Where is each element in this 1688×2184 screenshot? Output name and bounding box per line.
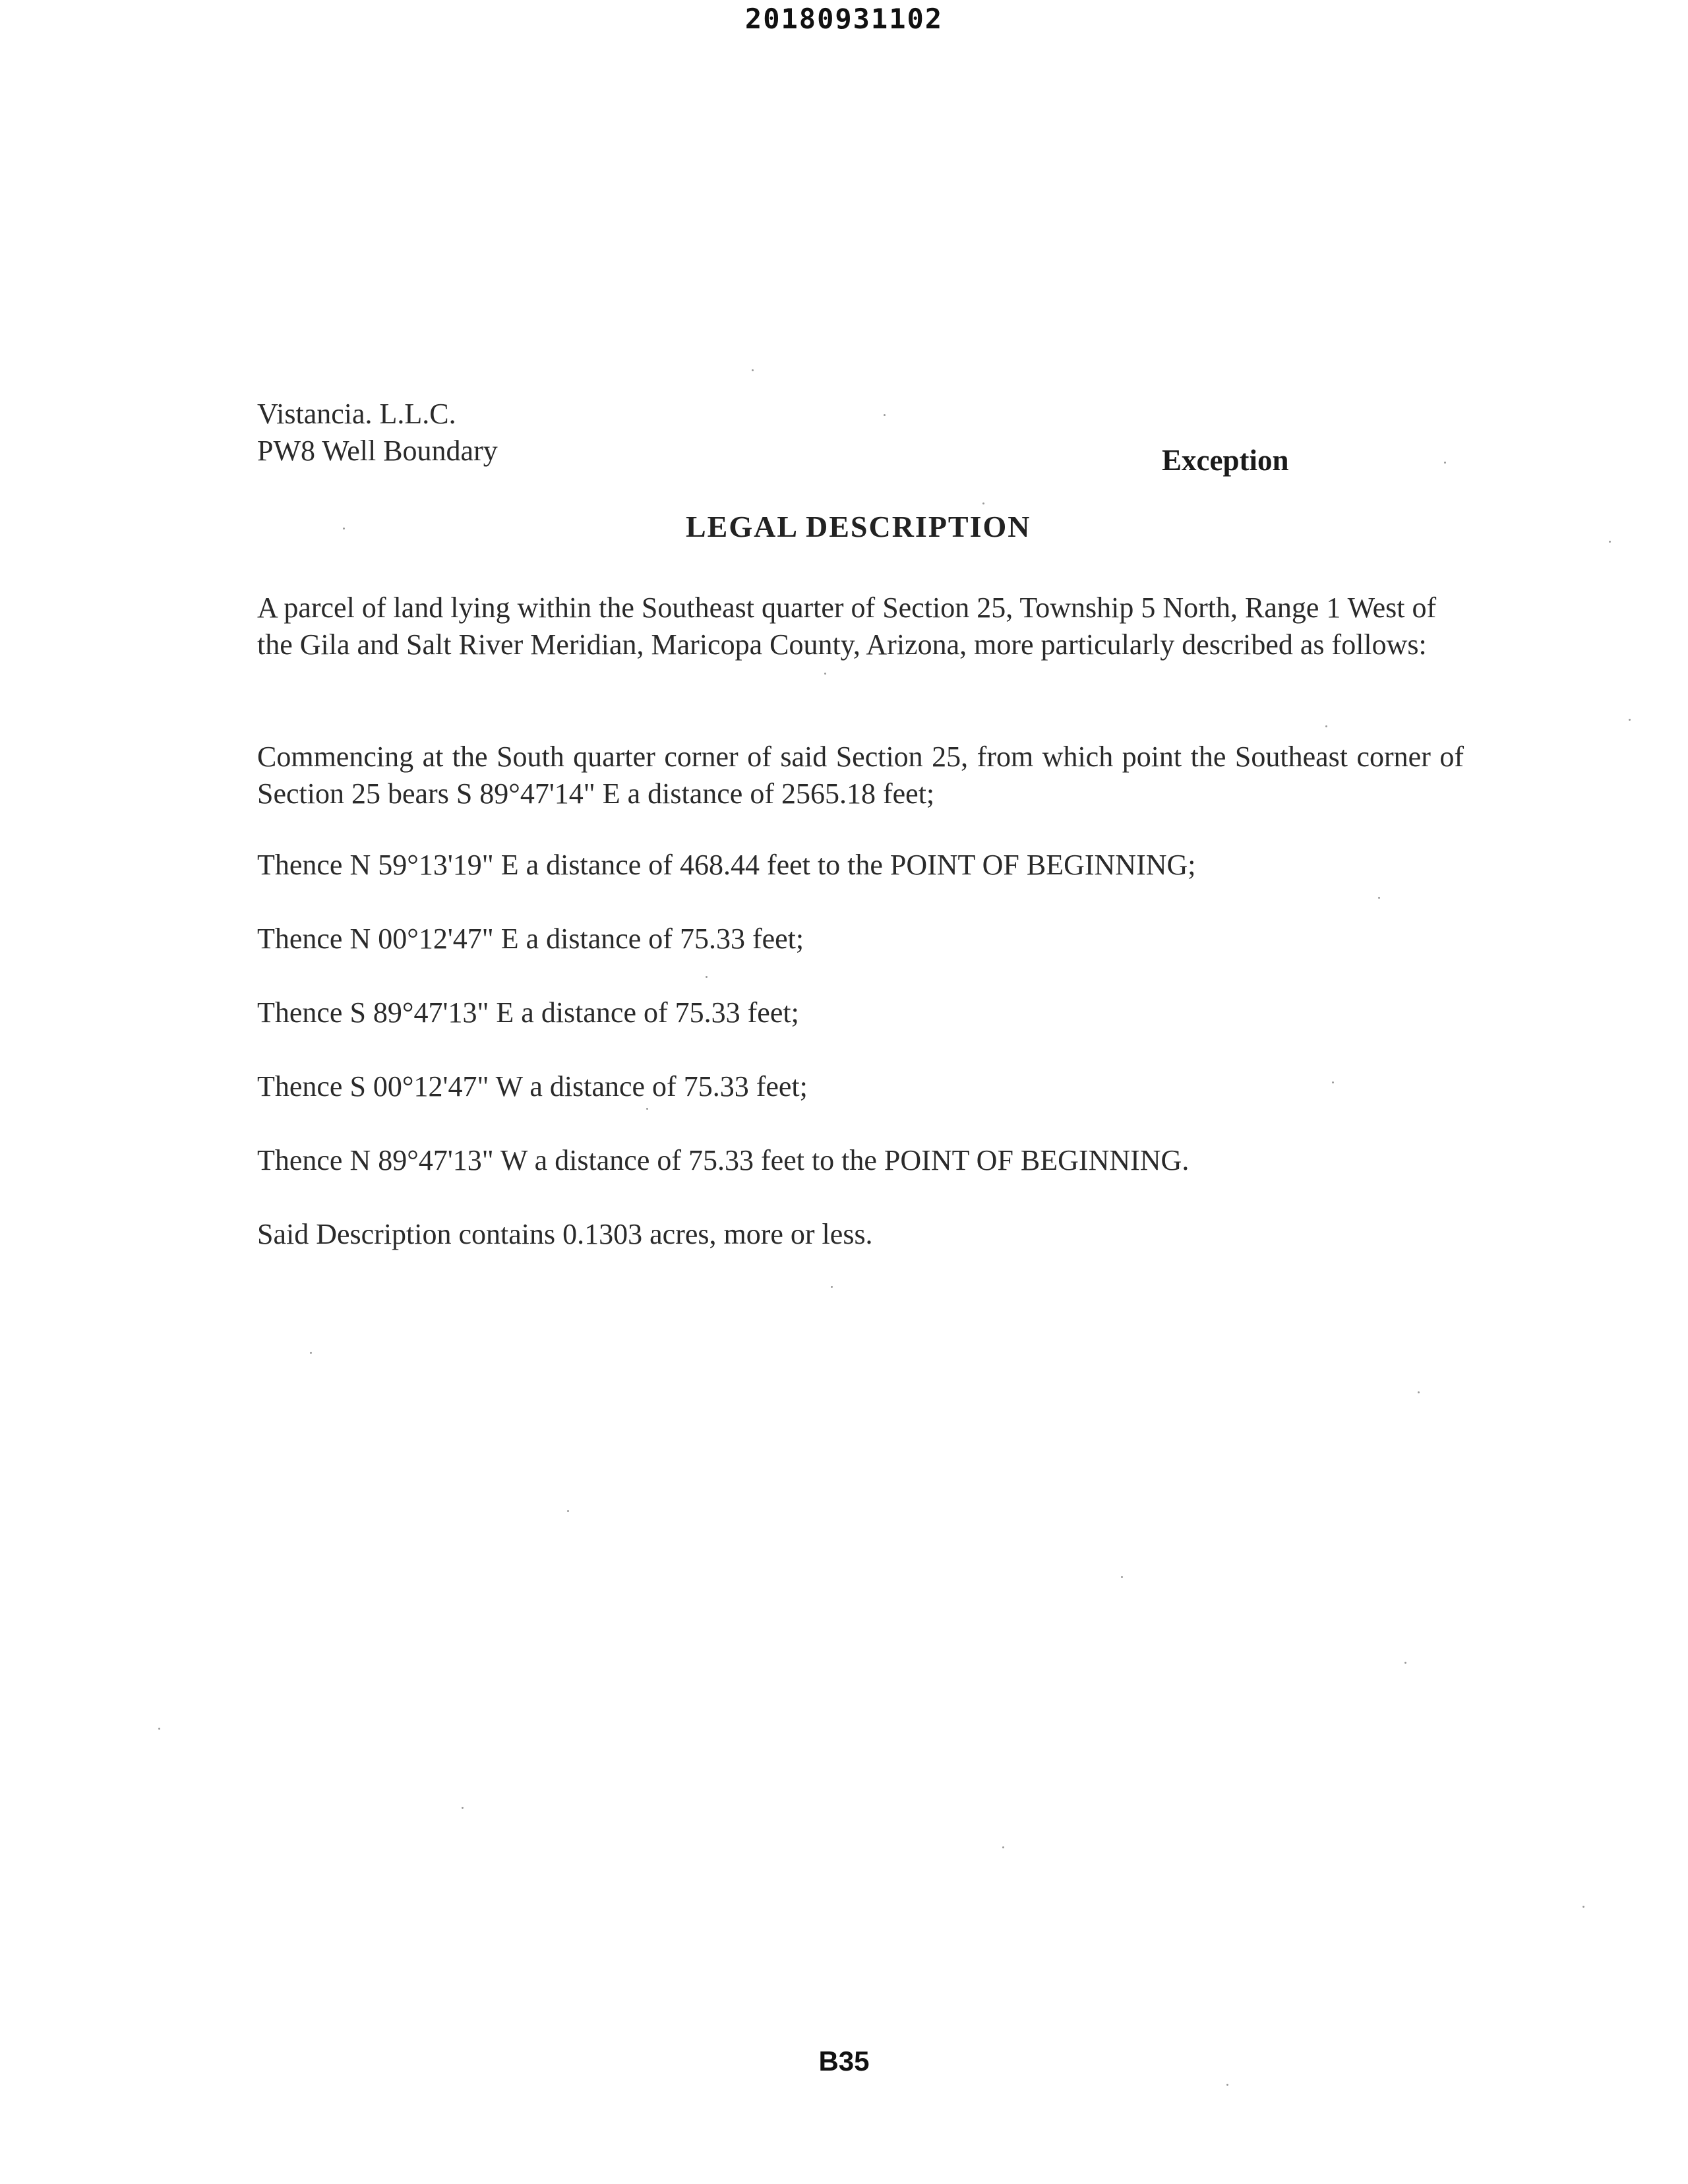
scan-speck [1629, 719, 1631, 721]
scan-speck [1325, 725, 1327, 727]
course-line: Thence N 00°12'47" E a distance of 75.33 feet; [257, 923, 804, 955]
page-number: B35 [818, 2046, 870, 2077]
intro-paragraph: A parcel of land lying within the Southeast quarter of Section 25, Township 5 North, Range 1 West of the Gila and Salt River Meridian, Maricopa County, Arizona, more particularly described as follows: [257, 592, 1437, 661]
project-name: PW8 Well Boundary [257, 435, 498, 467]
course-line: Thence N 59°13'19" E a distance of 468.44 feet to the POINT OF BEGINNING; [257, 849, 1196, 881]
scan-speck [831, 1286, 833, 1288]
scan-speck [462, 1807, 464, 1809]
scan-speck [1609, 541, 1611, 543]
scan-speck [884, 414, 886, 416]
commencing-paragraph: Commencing at the South quarter corner of said Section 25, from which point the Southeast corner of Section 25 bears S 89°47'14" E a distance of 2565.18 feet; [257, 741, 1464, 810]
scan-speck [706, 976, 708, 978]
scan-speck [310, 1352, 312, 1354]
company-name: Vistancia. L.L.C. [257, 398, 456, 430]
acreage-statement: Said Description contains 0.1303 acres, more or less. [257, 1218, 873, 1250]
scan-speck [1418, 1391, 1420, 1393]
course-line: Thence N 89°47'13" W a distance of 75.33 feet to the POINT OF BEGINNING. [257, 1144, 1190, 1176]
scan-speck [1226, 2084, 1228, 2086]
course-line: Thence S 00°12'47" W a distance of 75.33 feet; [257, 1070, 808, 1103]
course-line: Thence S 89°47'13" E a distance of 75.33 feet; [257, 996, 799, 1029]
scan-speck [1582, 1906, 1584, 1908]
exception-label: Exception [1162, 444, 1289, 477]
scan-speck [158, 1728, 160, 1730]
scan-speck [343, 528, 345, 530]
scan-speck [1332, 1081, 1334, 1083]
page-title: LEGAL DESCRIPTION [686, 510, 1031, 543]
scan-speck [982, 502, 984, 504]
scan-speck [1121, 1576, 1123, 1578]
document-header [257, 396, 498, 470]
scan-speck [752, 369, 754, 371]
scan-speck [646, 1108, 648, 1110]
recording-number: 20180931102 [744, 3, 944, 35]
scan-speck [1378, 897, 1380, 899]
scan-speck [1404, 1662, 1406, 1664]
scan-speck [1002, 1846, 1004, 1848]
scan-speck [824, 673, 826, 675]
scan-speck [1444, 462, 1446, 464]
scan-speck [567, 1510, 569, 1512]
